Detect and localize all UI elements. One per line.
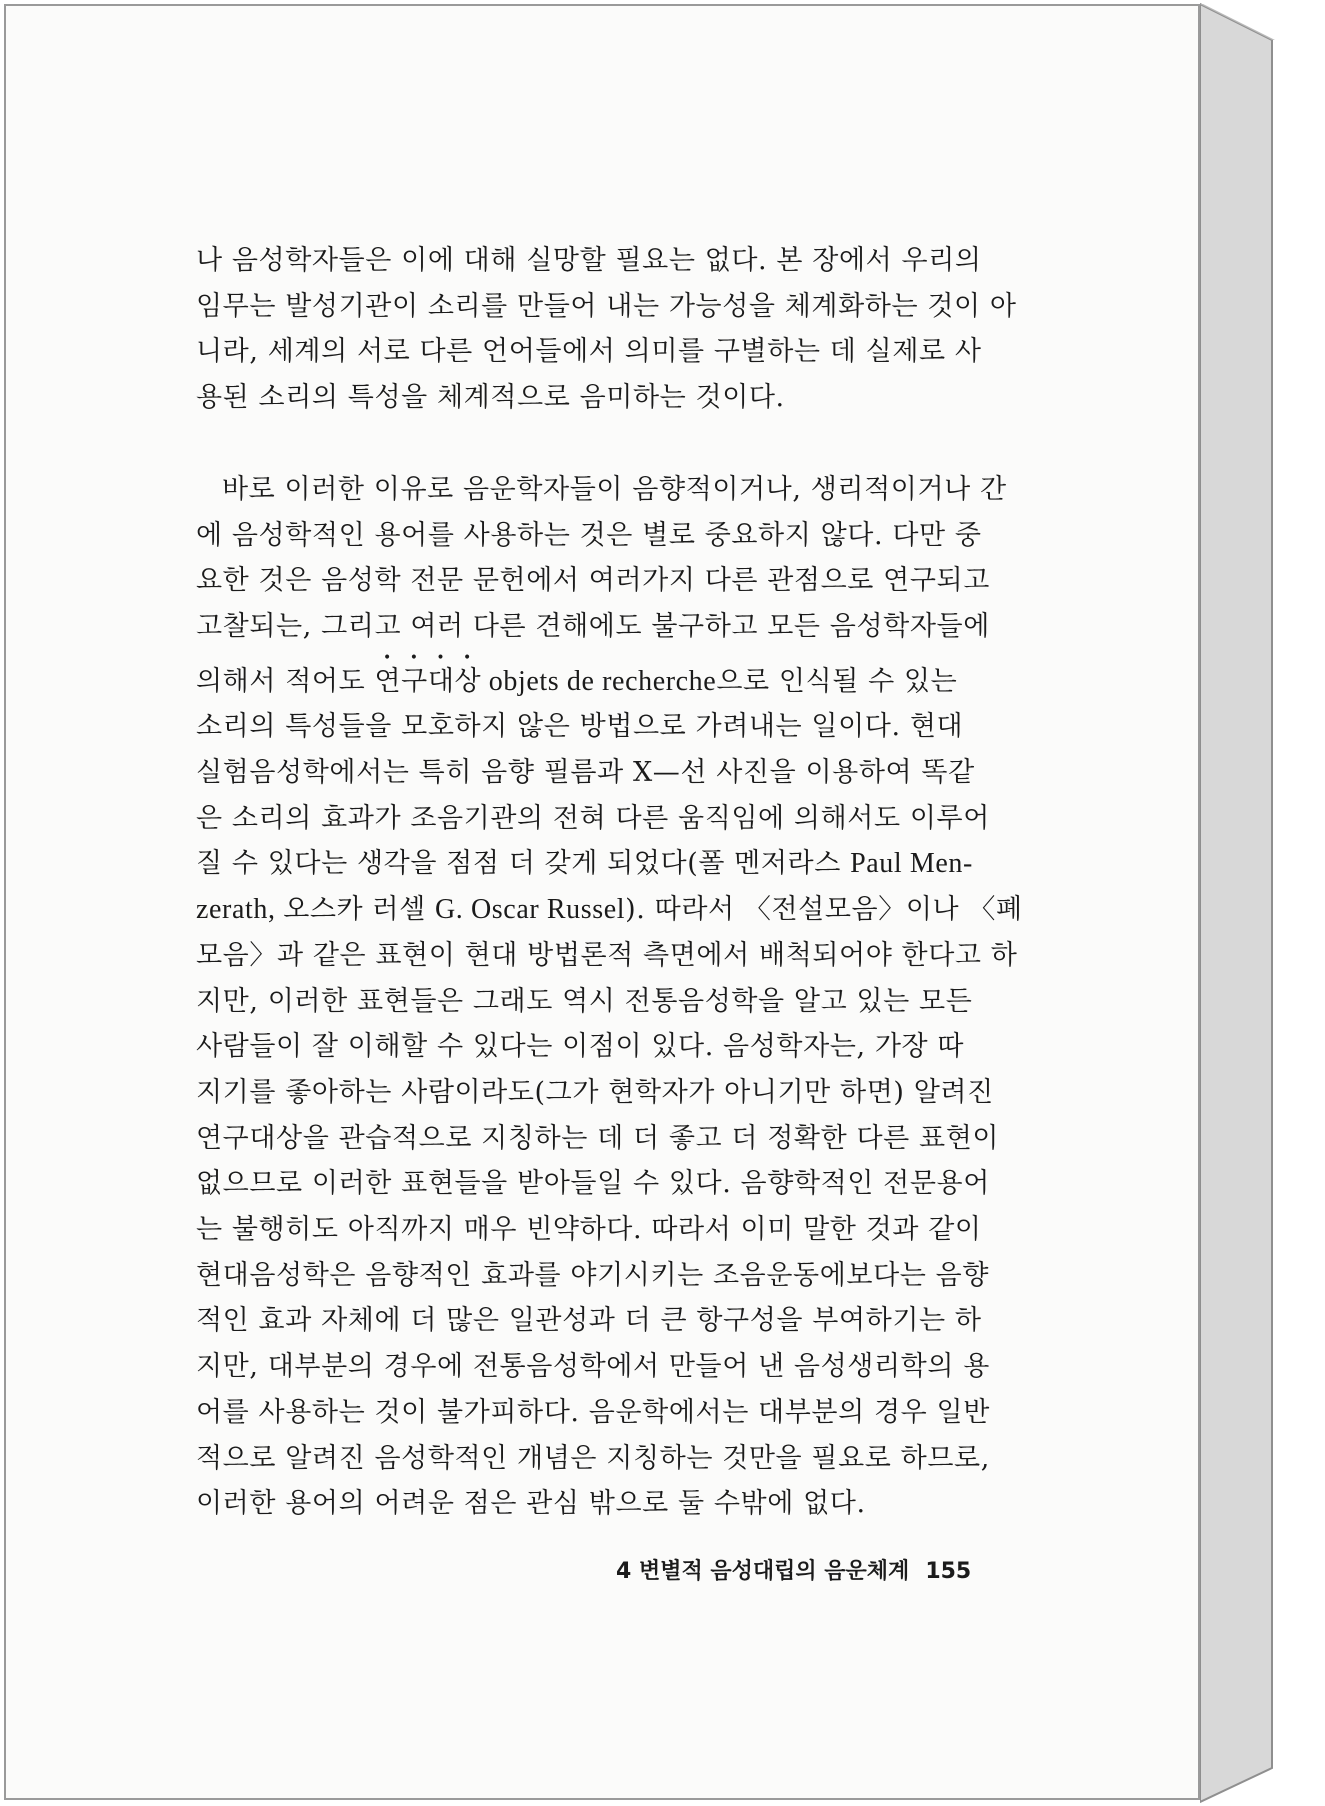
page-number: 155	[925, 1559, 972, 1584]
page-stack-edge	[1200, 0, 1318, 1806]
text-line: 지기를 좋아하는 사람이라도(그가 현학자가 아니기만 하면) 알려진	[196, 1076, 994, 1108]
text-line: 는 불행히도 아직까지 매우 빈약하다. 따라서 이미 말한 것과 같이	[196, 1214, 982, 1246]
author-name: G. Oscar Russel	[434, 894, 626, 926]
text-line: 현대음성학은 음향적인 효과를 야기시키는 조음운동에보다는 음향	[196, 1259, 990, 1291]
text-line: 없으므로 이러한 표현들을 받아들일 수 있다. 음향학적인 전문용어	[196, 1168, 990, 1200]
text-line-with-emphasis	[196, 650, 1030, 705]
text-line: 은 소리의 효과가 조음기관의 전혀 다른 움직임에 의해서도 이루어	[196, 802, 990, 834]
line-segment: 오스카 러셀	[283, 894, 435, 926]
text-line: 소리의 특성들을 모호하지 않은 방법으로 가려내는 일이다. 현대	[196, 711, 964, 743]
text-line: 실험음성학에서는 특히 음향 필름과 X—선 사진을 이용하여 똑같	[196, 757, 975, 789]
text-line: 임무는 발성기관이 소리를 만들어 내는 가능성을 체계화하는 것이 아	[196, 290, 1017, 322]
author-name: zerath,	[196, 894, 284, 926]
text-line: 요한 것은 음성학 전문 문헌에서 여러가지 다른 관점으로 연구되고	[196, 565, 990, 597]
body-text	[196, 238, 1030, 1527]
line-segment: 의해서 적어도	[196, 665, 375, 697]
text-line: 용된 소리의 특성을 체계적으로 음미하는 것이다.	[196, 382, 785, 414]
text-line: 이러한 용어의 어려운 점은 관심 밖으로 둘 수밖에 없다.	[196, 1488, 866, 1520]
line-segment: ). 따라서 〈전설모음〉이나 〈폐	[625, 894, 1023, 926]
paragraph-1	[196, 238, 1030, 421]
emphasized-term: 연구대상	[374, 665, 482, 697]
french-term: objets de recherche	[481, 665, 717, 697]
text-line: 니라, 세계의 서로 다른 언어들에서 의미를 구별하는 데 실제로 사	[196, 336, 982, 368]
paragraph-2	[196, 467, 1030, 1527]
line-segment: 질 수 있다는 생각을 점점 더 갖게 되었다(폴 멘저라스	[196, 848, 851, 880]
running-footer	[616, 1554, 1016, 1585]
text-line: 적으로 알려진 음성학적인 개념은 지칭하는 것만을 필요로 하므로,	[196, 1442, 990, 1474]
text-line: 모음〉과 같은 표현이 현대 방법론적 측면에서 배척되어야 한다고 하	[196, 939, 1018, 971]
line-segment: 으로 인식될 수 있는	[716, 665, 958, 697]
text-line: 사람들이 잘 이해할 수 있다는 이점이 있다. 음성학자는, 가장 따	[196, 1031, 965, 1063]
author-name: Paul Men-	[850, 848, 973, 880]
text-line	[196, 887, 1030, 933]
text-line: 어를 사용하는 것이 불가피하다. 음운학에서는 대부분의 경우 일반	[196, 1396, 990, 1428]
text-line	[196, 841, 1030, 887]
chapter-title: 4 변별적 음성대립의 음운체계	[616, 1559, 910, 1584]
text-line: 에 음성학적인 용어를 사용하는 것은 별로 중요하지 않다. 다만 중	[196, 519, 982, 551]
text-line: 지만, 대부분의 경우에 전통음성학에서 만들어 낸 음성생리학의 용	[196, 1351, 990, 1383]
text-line: 나 음성학자들은 이에 대해 실망할 필요는 없다. 본 장에서 우리의	[196, 245, 982, 276]
text-line: 바로 이러한 이유로 음운학자들이 음향적이거나, 생리적이거나 간	[222, 473, 1007, 505]
text-line: 고찰되는, 그리고 여러 다른 견해에도 불구하고 모든 음성학자들에	[196, 610, 990, 642]
text-line: 적인 효과 자체에 더 많은 일관성과 더 큰 항구성을 부여하기는 하	[196, 1305, 982, 1337]
text-line: 지만, 이러한 표현들은 그래도 역시 전통음성학을 알고 있는 모든	[196, 985, 973, 1017]
text-line: 연구대상을 관습적으로 지칭하는 데 더 좋고 더 정확한 다른 표현이	[196, 1122, 1000, 1154]
